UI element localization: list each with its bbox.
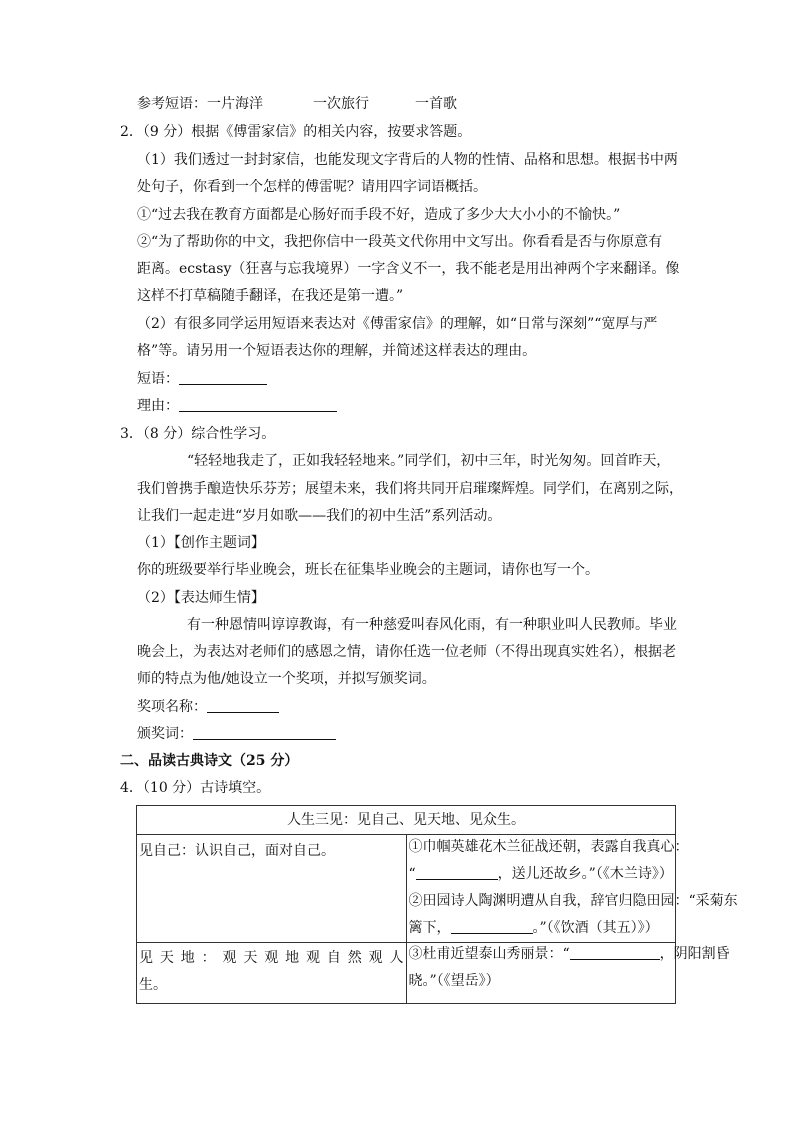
row2-category-cell xyxy=(137,943,407,1004)
q2-sentence-2-line: 这样不打草稿随手翻译，在我还是第一遭。” xyxy=(137,288,404,304)
item-1-open-quote: “ xyxy=(408,866,416,882)
reason-answer-blank[interactable] xyxy=(179,396,337,412)
item-2-line xyxy=(407,918,676,938)
q3-intro-line: 让我们一起走进“岁月如歌——我们的初中生活”系列活动。 xyxy=(137,508,502,524)
section-2-title: 二、品读古典诗文（25 分） xyxy=(120,753,299,769)
q2-part1-line: （1）我们透过一封封家信，也能发现文字背后的人物的性情、品格和思想。根据书中两 xyxy=(137,152,678,168)
row2-content-cell xyxy=(406,943,730,1004)
item-2-tail: 。”（《饮酒（其五）》） xyxy=(532,920,659,936)
q3-intro-line: 我们曾携手酿造快乐芬芳；展望未来，我们将共同开启璀璨辉煌。同学们，在离别之际， xyxy=(137,481,683,497)
phrase-answer-blank[interactable] xyxy=(179,369,267,385)
q4-heading: 4．（10 分）古诗填空。 xyxy=(120,780,271,796)
item-3-tail: ，阴阳割昏 xyxy=(659,946,730,962)
q2-part2-line: 格”等。请另用一个短语表达你的理解，并简述这样表达的理由。 xyxy=(137,343,537,359)
q3-sub2-line: 师的特点为他/她设立一个奖项，并拟写颁奖词。 xyxy=(137,671,436,687)
reference-option: 一片海洋 xyxy=(207,96,263,112)
reference-option: 一首歌 xyxy=(415,96,457,112)
item-2-lead: 篱下， xyxy=(408,920,451,936)
reference-option: 一次旅行 xyxy=(313,96,369,112)
item-3-lead: ③杜甫近望泰山秀丽景：“ xyxy=(408,946,570,962)
q3-sub2-line: 有一种恩情叫谆谆教诲，有一种慈爱叫春风化雨，有一种职业叫人民教师。毕业 xyxy=(187,617,677,633)
row1-content-cell xyxy=(406,835,738,943)
reference-phrases xyxy=(137,94,457,114)
row2-category-text: 见天地：观天观地观自然观人 xyxy=(139,950,404,966)
q2-sentence-1: ①“过去我在教育方面都是心肠好而手段不好，造成了多少大大小小的不愉快。” xyxy=(137,207,621,223)
poem-table-title: 人生三见：见自己、见天地、见众生。 xyxy=(137,806,676,835)
poem-table xyxy=(136,805,738,1004)
item-3-line xyxy=(407,943,730,964)
q2-heading: 2．（9 分）根据《傅雷家信》的相关内容，按要求答题。 xyxy=(120,124,472,140)
item-1-tail: ，送儿还故乡。”（《木兰诗》） xyxy=(497,866,673,882)
reason-label: 理由： xyxy=(137,398,179,414)
q2-sentence-2-line: ②“为了帮助你的中文，我把你信中一段英文代你用中文写出。你看看是否与你原意有 xyxy=(137,234,663,250)
q3-sub2-title: （2）【表达师生情】 xyxy=(137,590,265,606)
row1-category-cell xyxy=(137,835,407,943)
row2-category-text: 生。 xyxy=(139,977,167,993)
q3-heading: 3．（8 分）综合性学习。 xyxy=(120,426,276,442)
item-1-line: ①巾帼英雄花木兰征战还朝，表露自我真心： xyxy=(408,839,689,855)
award-speech-blank[interactable] xyxy=(193,724,336,740)
row1-category-text: 见自己：认识自己，面对自己。 xyxy=(139,843,335,859)
item-3-answer-blank[interactable] xyxy=(570,944,660,960)
item-2-line: ②田园诗人陶渊明遭从自我，辞官归隐田园：“采菊东 xyxy=(408,893,738,909)
award-name-label: 奖项名称： xyxy=(137,699,207,715)
award-speech-row xyxy=(137,724,336,744)
item-1-answer-blank[interactable] xyxy=(416,864,498,880)
item-1-line xyxy=(407,864,676,884)
q2-part2-line: （2）有很多同学运用短语来表达对《傅雷家信》的理解，如“日常与深刻”“宽厚与严 xyxy=(137,316,658,332)
q3-sub1-text: 你的班级要举行毕业晚会，班长在征集毕业晚会的主题词，请你也写一个。 xyxy=(137,562,599,578)
q2-sentence-2-line: 距离。ecstasy（狂喜与忘我境界）一字含义不一，我不能老是用出神两个字来翻译。像 xyxy=(137,261,680,277)
phrase-label: 短语： xyxy=(137,371,179,387)
item-2-answer-blank[interactable] xyxy=(451,918,533,934)
q2-part1-line: 处句子，你看到一个怎样的傅雷呢？请用四字词语概括。 xyxy=(137,179,487,195)
phrase-answer-row xyxy=(137,369,267,389)
reason-answer-row xyxy=(137,396,337,416)
award-speech-label: 颁奖词： xyxy=(137,726,193,742)
reference-label: 参考短语： xyxy=(137,96,207,112)
q3-sub2-line: 晚会上，为表达对老师们的感恩之情，请你任选一位老师（不得出现真实姓名），根据老 xyxy=(137,644,676,660)
q3-intro-line: “轻轻地我走了，正如我轻轻地来。”同学们，初中三年，时光匆匆。回首昨天， xyxy=(187,453,671,469)
item-3-line: 晓。”（《望岳》） xyxy=(408,973,500,989)
award-name-row xyxy=(137,697,279,717)
award-name-blank[interactable] xyxy=(207,697,279,713)
q3-sub1-title: （1）【创作主题词】 xyxy=(137,535,265,551)
